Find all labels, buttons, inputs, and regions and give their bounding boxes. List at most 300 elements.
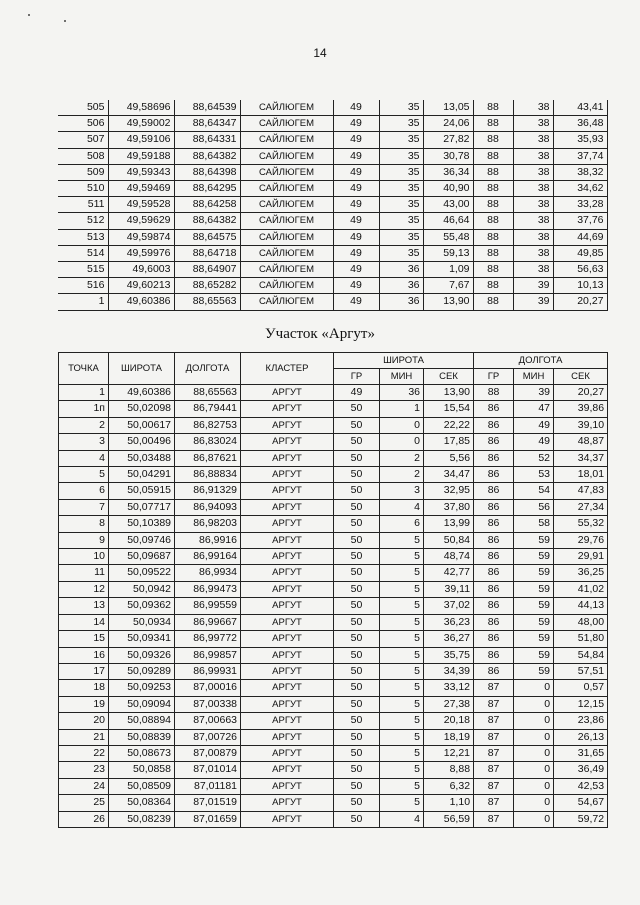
cluster-cell: САЙЛЮГЕМ xyxy=(240,100,333,116)
lon-sec-cell: 47,83 xyxy=(554,483,608,499)
table-row xyxy=(59,663,608,679)
lon-min-cell: 0 xyxy=(514,762,554,778)
latitude-cell: 49,59469 xyxy=(108,181,174,197)
lon-deg-cell: 87 xyxy=(474,745,514,761)
lat-sec-cell: 1,09 xyxy=(423,262,473,278)
lat-sec-cell: 12,21 xyxy=(424,745,474,761)
lat-sec-cell: 32,95 xyxy=(424,483,474,499)
latitude-cell: 49,59343 xyxy=(108,164,174,180)
cluster-cell: АРГУТ xyxy=(241,385,334,401)
lat-min-cell: 5 xyxy=(380,729,424,745)
lat-sec-cell: 42,77 xyxy=(424,565,474,581)
lat-min-cell: 1 xyxy=(380,401,424,417)
lat-deg-cell: 50 xyxy=(334,696,380,712)
table-row xyxy=(59,762,608,778)
lat-deg-cell: 50 xyxy=(334,581,380,597)
header-cluster: КЛАСТЕР xyxy=(241,353,334,385)
lat-sec-cell: 27,38 xyxy=(424,696,474,712)
lat-min-cell: 35 xyxy=(379,229,423,245)
lat-min-cell: 35 xyxy=(379,100,423,116)
lat-deg-cell: 50 xyxy=(334,434,380,450)
lon-min-cell: 58 xyxy=(514,516,554,532)
cluster-cell: АРГУТ xyxy=(241,631,334,647)
table-row xyxy=(58,197,607,213)
table-row xyxy=(59,598,608,614)
lon-deg-cell: 88 xyxy=(473,197,513,213)
scan-speck xyxy=(64,20,66,22)
latitude-cell: 49,59629 xyxy=(108,213,174,229)
lon-deg-cell: 86 xyxy=(474,417,514,433)
lon-sec-cell: 48,87 xyxy=(554,434,608,450)
longitude-cell: 86,88834 xyxy=(175,467,241,483)
point-cell: 510 xyxy=(58,181,108,197)
longitude-cell: 87,00879 xyxy=(175,745,241,761)
lon-min-cell: 0 xyxy=(514,795,554,811)
lon-deg-cell: 88 xyxy=(473,148,513,164)
lon-min-cell: 38 xyxy=(513,181,553,197)
latitude-cell: 49,59528 xyxy=(108,197,174,213)
lat-sec-cell: 13,90 xyxy=(423,294,473,310)
lat-min-cell: 3 xyxy=(380,483,424,499)
cluster-cell: АРГУТ xyxy=(241,499,334,515)
lat-deg-cell: 50 xyxy=(334,811,380,827)
lat-min-cell: 5 xyxy=(380,631,424,647)
lat-deg-cell: 49 xyxy=(333,213,379,229)
lon-min-cell: 38 xyxy=(513,100,553,116)
longitude-cell: 86,79441 xyxy=(175,401,241,417)
lat-deg-cell: 50 xyxy=(334,483,380,499)
cluster-cell: АРГУТ xyxy=(241,581,334,597)
table-row xyxy=(58,148,607,164)
lat-sec-cell: 13,90 xyxy=(424,385,474,401)
point-cell: 13 xyxy=(59,598,109,614)
table-row xyxy=(59,729,608,745)
lon-sec-cell: 12,15 xyxy=(554,696,608,712)
longitude-cell: 88,64258 xyxy=(174,197,240,213)
table-row xyxy=(59,614,608,630)
lon-deg-cell: 86 xyxy=(474,532,514,548)
top-table-body xyxy=(58,100,607,310)
longitude-cell: 87,01014 xyxy=(175,762,241,778)
lon-deg-cell: 86 xyxy=(474,598,514,614)
section-title: Участок «Аргут» xyxy=(265,326,375,342)
longitude-cell: 86,99931 xyxy=(175,663,241,679)
lon-sec-cell: 29,91 xyxy=(554,549,608,565)
lat-deg-cell: 50 xyxy=(334,614,380,630)
cluster-cell: АРГУТ xyxy=(241,598,334,614)
latitude-cell: 49,59976 xyxy=(108,245,174,261)
lon-deg-cell: 87 xyxy=(474,778,514,794)
lon-sec-cell: 42,53 xyxy=(554,778,608,794)
table-row xyxy=(59,417,608,433)
lat-deg-cell: 49 xyxy=(333,197,379,213)
cluster-cell: САЙЛЮГЕМ xyxy=(240,197,333,213)
cluster-cell: АРГУТ xyxy=(241,680,334,696)
lat-min-cell: 2 xyxy=(380,467,424,483)
lat-min-cell: 0 xyxy=(380,417,424,433)
point-cell: 16 xyxy=(59,647,109,663)
lat-sec-cell: 59,13 xyxy=(423,245,473,261)
lon-deg-cell: 86 xyxy=(474,434,514,450)
lat-sec-cell: 15,54 xyxy=(424,401,474,417)
lon-min-cell: 0 xyxy=(514,778,554,794)
lat-deg-cell: 49 xyxy=(333,181,379,197)
longitude-cell: 88,64347 xyxy=(174,116,240,132)
header-row-1 xyxy=(59,353,608,369)
header-lat-min: МИН xyxy=(380,369,424,385)
lon-min-cell: 38 xyxy=(513,262,553,278)
point-cell: 23 xyxy=(59,762,109,778)
longitude-cell: 88,64382 xyxy=(174,213,240,229)
table-row xyxy=(58,164,607,180)
lat-min-cell: 0 xyxy=(380,434,424,450)
lon-min-cell: 59 xyxy=(514,581,554,597)
lat-sec-cell: 5,56 xyxy=(424,450,474,466)
latitude-cell: 50,0858 xyxy=(109,762,175,778)
lon-min-cell: 47 xyxy=(514,401,554,417)
longitude-cell: 86,87621 xyxy=(175,450,241,466)
header-latitude: ШИРОТА xyxy=(109,353,175,385)
lat-sec-cell: 46,64 xyxy=(423,213,473,229)
cluster-cell: САЙЛЮГЕМ xyxy=(240,245,333,261)
cluster-cell: АРГУТ xyxy=(241,663,334,679)
cluster-cell: САЙЛЮГЕМ xyxy=(240,213,333,229)
longitude-cell: 87,00338 xyxy=(175,696,241,712)
cluster-cell: САЙЛЮГЕМ xyxy=(240,278,333,294)
cluster-cell: САЙЛЮГЕМ xyxy=(240,181,333,197)
lon-min-cell: 0 xyxy=(514,729,554,745)
point-cell: 511 xyxy=(58,197,108,213)
latitude-cell: 49,59106 xyxy=(108,132,174,148)
lon-min-cell: 38 xyxy=(513,197,553,213)
latitude-cell: 50,07717 xyxy=(109,499,175,515)
lat-min-cell: 5 xyxy=(380,532,424,548)
cluster-cell: АРГУТ xyxy=(241,434,334,450)
header-longitude: ДОЛГОТА xyxy=(175,353,241,385)
cluster-cell: АРГУТ xyxy=(241,483,334,499)
lat-deg-cell: 50 xyxy=(334,499,380,515)
lat-sec-cell: 7,67 xyxy=(423,278,473,294)
lat-deg-cell: 50 xyxy=(334,762,380,778)
longitude-cell: 87,01519 xyxy=(175,795,241,811)
latitude-cell: 49,59188 xyxy=(108,148,174,164)
cluster-cell: АРГУТ xyxy=(241,417,334,433)
point-cell: 509 xyxy=(58,164,108,180)
point-cell: 19 xyxy=(59,696,109,712)
latitude-cell: 49,6003 xyxy=(108,262,174,278)
lat-min-cell: 35 xyxy=(379,148,423,164)
latitude-cell: 50,09253 xyxy=(109,680,175,696)
table-row xyxy=(59,713,608,729)
lat-deg-cell: 50 xyxy=(334,565,380,581)
point-cell: 514 xyxy=(58,245,108,261)
lon-sec-cell: 36,25 xyxy=(554,565,608,581)
lat-sec-cell: 24,06 xyxy=(423,116,473,132)
lon-min-cell: 59 xyxy=(514,598,554,614)
latitude-cell: 50,0942 xyxy=(109,581,175,597)
point-cell: 26 xyxy=(59,811,109,827)
header-lon-min: МИН xyxy=(514,369,554,385)
lon-deg-cell: 86 xyxy=(474,401,514,417)
longitude-cell: 87,01181 xyxy=(175,778,241,794)
lon-sec-cell: 36,49 xyxy=(554,762,608,778)
lon-sec-cell: 27,34 xyxy=(554,499,608,515)
table-row xyxy=(59,467,608,483)
lat-deg-cell: 49 xyxy=(333,229,379,245)
table-row xyxy=(59,778,608,794)
lat-min-cell: 2 xyxy=(380,450,424,466)
lat-deg-cell: 49 xyxy=(333,278,379,294)
lat-min-cell: 35 xyxy=(379,132,423,148)
lon-min-cell: 38 xyxy=(513,132,553,148)
lon-min-cell: 38 xyxy=(513,116,553,132)
cluster-cell: АРГУТ xyxy=(241,696,334,712)
longitude-cell: 88,65282 xyxy=(174,278,240,294)
lon-sec-cell: 44,13 xyxy=(554,598,608,614)
point-cell: 12 xyxy=(59,581,109,597)
lon-sec-cell: 35,93 xyxy=(553,132,607,148)
top-coordinates-table xyxy=(58,100,608,311)
cluster-cell: САЙЛЮГЕМ xyxy=(240,116,333,132)
lon-sec-cell: 36,48 xyxy=(553,116,607,132)
lon-deg-cell: 86 xyxy=(474,647,514,663)
latitude-cell: 50,04291 xyxy=(109,467,175,483)
table-row xyxy=(59,631,608,647)
lat-deg-cell: 50 xyxy=(334,467,380,483)
latitude-cell: 50,09289 xyxy=(109,663,175,679)
table-row xyxy=(58,213,607,229)
scan-speck xyxy=(28,14,30,16)
lon-sec-cell: 41,02 xyxy=(554,581,608,597)
table-row xyxy=(59,581,608,597)
point-cell: 508 xyxy=(58,148,108,164)
lat-min-cell: 6 xyxy=(380,516,424,532)
lat-sec-cell: 30,78 xyxy=(423,148,473,164)
page-number: 14 xyxy=(313,46,327,60)
table-row xyxy=(59,385,608,401)
cluster-cell: АРГУТ xyxy=(241,532,334,548)
lat-sec-cell: 36,27 xyxy=(424,631,474,647)
table-row xyxy=(59,434,608,450)
table-row xyxy=(58,278,607,294)
lat-min-cell: 35 xyxy=(379,197,423,213)
lat-deg-cell: 50 xyxy=(334,647,380,663)
cluster-cell: САЙЛЮГЕМ xyxy=(240,132,333,148)
latitude-cell: 49,60213 xyxy=(108,278,174,294)
latitude-cell: 50,05915 xyxy=(109,483,175,499)
lon-sec-cell: 23,86 xyxy=(554,713,608,729)
lat-min-cell: 4 xyxy=(380,811,424,827)
lat-min-cell: 4 xyxy=(380,499,424,515)
point-cell: 512 xyxy=(58,213,108,229)
cluster-cell: САЙЛЮГЕМ xyxy=(240,148,333,164)
lon-min-cell: 39 xyxy=(513,278,553,294)
lat-deg-cell: 50 xyxy=(334,713,380,729)
lat-sec-cell: 43,00 xyxy=(423,197,473,213)
table-row xyxy=(59,565,608,581)
lon-min-cell: 59 xyxy=(514,614,554,630)
latitude-cell: 50,0934 xyxy=(109,614,175,630)
point-cell: 3 xyxy=(59,434,109,450)
table-row xyxy=(58,229,607,245)
latitude-cell: 49,59002 xyxy=(108,116,174,132)
table-row xyxy=(59,795,608,811)
lon-deg-cell: 87 xyxy=(474,729,514,745)
table-row xyxy=(59,811,608,827)
lat-min-cell: 5 xyxy=(380,565,424,581)
latitude-cell: 50,09746 xyxy=(109,532,175,548)
lon-deg-cell: 88 xyxy=(473,181,513,197)
longitude-cell: 88,64718 xyxy=(174,245,240,261)
lat-sec-cell: 13,99 xyxy=(424,516,474,532)
lat-sec-cell: 20,18 xyxy=(424,713,474,729)
lon-sec-cell: 57,51 xyxy=(554,663,608,679)
point-cell: 17 xyxy=(59,663,109,679)
lon-deg-cell: 86 xyxy=(474,565,514,581)
lat-sec-cell: 40,90 xyxy=(423,181,473,197)
lat-min-cell: 36 xyxy=(379,262,423,278)
lat-sec-cell: 17,85 xyxy=(424,434,474,450)
longitude-cell: 88,65563 xyxy=(174,294,240,310)
lon-sec-cell: 18,01 xyxy=(554,467,608,483)
lon-min-cell: 38 xyxy=(513,148,553,164)
lat-deg-cell: 50 xyxy=(334,598,380,614)
lon-deg-cell: 87 xyxy=(474,811,514,827)
lon-min-cell: 54 xyxy=(514,483,554,499)
lon-deg-cell: 86 xyxy=(474,516,514,532)
point-cell: 6 xyxy=(59,483,109,499)
point-cell: 2 xyxy=(59,417,109,433)
lon-sec-cell: 10,13 xyxy=(553,278,607,294)
longitude-cell: 86,99772 xyxy=(175,631,241,647)
cluster-cell: АРГУТ xyxy=(241,762,334,778)
lon-sec-cell: 31,65 xyxy=(554,745,608,761)
lat-deg-cell: 49 xyxy=(333,164,379,180)
lon-deg-cell: 86 xyxy=(474,483,514,499)
cluster-cell: АРГУТ xyxy=(241,778,334,794)
lat-deg-cell: 49 xyxy=(333,262,379,278)
longitude-cell: 87,00663 xyxy=(175,713,241,729)
table-row xyxy=(59,549,608,565)
table-row xyxy=(59,516,608,532)
point-cell: 515 xyxy=(58,262,108,278)
lon-sec-cell: 39,86 xyxy=(554,401,608,417)
longitude-cell: 86,99473 xyxy=(175,581,241,597)
point-cell: 513 xyxy=(58,229,108,245)
latitude-cell: 50,09687 xyxy=(109,549,175,565)
point-cell: 5 xyxy=(59,467,109,483)
header-point: ТОЧКА xyxy=(59,353,109,385)
latitude-cell: 49,59874 xyxy=(108,229,174,245)
lat-sec-cell: 37,80 xyxy=(424,499,474,515)
latitude-cell: 50,03488 xyxy=(109,450,175,466)
longitude-cell: 87,00726 xyxy=(175,729,241,745)
point-cell: 1п xyxy=(59,401,109,417)
point-cell: 516 xyxy=(58,278,108,294)
lat-min-cell: 5 xyxy=(380,581,424,597)
lon-sec-cell: 34,62 xyxy=(553,181,607,197)
cluster-cell: АРГУТ xyxy=(241,516,334,532)
longitude-cell: 88,64331 xyxy=(174,132,240,148)
point-cell: 9 xyxy=(59,532,109,548)
lat-sec-cell: 56,59 xyxy=(424,811,474,827)
lon-min-cell: 38 xyxy=(513,229,553,245)
lat-sec-cell: 33,12 xyxy=(424,680,474,696)
lon-min-cell: 0 xyxy=(514,811,554,827)
longitude-cell: 87,01659 xyxy=(175,811,241,827)
lon-deg-cell: 87 xyxy=(474,762,514,778)
point-cell: 20 xyxy=(59,713,109,729)
lat-sec-cell: 34,47 xyxy=(424,467,474,483)
lon-deg-cell: 87 xyxy=(474,795,514,811)
longitude-cell: 86,9934 xyxy=(175,565,241,581)
longitude-cell: 86,94093 xyxy=(175,499,241,515)
lon-min-cell: 0 xyxy=(514,680,554,696)
longitude-cell: 87,00016 xyxy=(175,680,241,696)
latitude-cell: 50,08509 xyxy=(109,778,175,794)
lon-deg-cell: 86 xyxy=(474,581,514,597)
lon-deg-cell: 88 xyxy=(473,294,513,310)
table-row xyxy=(58,116,607,132)
cluster-cell: АРГУТ xyxy=(241,450,334,466)
header-lon-deg: ГР xyxy=(474,369,514,385)
point-cell: 25 xyxy=(59,795,109,811)
longitude-cell: 88,64539 xyxy=(174,100,240,116)
cluster-cell: АРГУТ xyxy=(241,467,334,483)
table-row xyxy=(58,181,607,197)
lon-min-cell: 38 xyxy=(513,213,553,229)
lon-deg-cell: 86 xyxy=(474,450,514,466)
latitude-cell: 50,08673 xyxy=(109,745,175,761)
lat-min-cell: 5 xyxy=(380,549,424,565)
longitude-cell: 88,65563 xyxy=(175,385,241,401)
lon-deg-cell: 88 xyxy=(473,164,513,180)
lat-sec-cell: 18,19 xyxy=(424,729,474,745)
lon-deg-cell: 88 xyxy=(474,385,514,401)
latitude-cell: 50,09094 xyxy=(109,696,175,712)
table-row xyxy=(58,294,607,310)
lat-min-cell: 35 xyxy=(379,116,423,132)
latitude-cell: 49,58696 xyxy=(108,100,174,116)
lon-min-cell: 59 xyxy=(514,565,554,581)
lon-sec-cell: 34,37 xyxy=(554,450,608,466)
lat-deg-cell: 49 xyxy=(333,116,379,132)
lon-deg-cell: 88 xyxy=(473,229,513,245)
longitude-cell: 88,64907 xyxy=(174,262,240,278)
lon-min-cell: 59 xyxy=(514,647,554,663)
lon-min-cell: 53 xyxy=(514,467,554,483)
lat-sec-cell: 50,84 xyxy=(424,532,474,548)
lat-sec-cell: 39,11 xyxy=(424,581,474,597)
lon-min-cell: 38 xyxy=(513,164,553,180)
point-cell: 21 xyxy=(59,729,109,745)
lon-deg-cell: 88 xyxy=(473,245,513,261)
lon-deg-cell: 88 xyxy=(473,262,513,278)
cluster-cell: АРГУТ xyxy=(241,565,334,581)
lon-min-cell: 52 xyxy=(514,450,554,466)
cluster-cell: АРГУТ xyxy=(241,795,334,811)
lat-min-cell: 5 xyxy=(380,745,424,761)
longitude-cell: 86,99559 xyxy=(175,598,241,614)
longitude-cell: 86,83024 xyxy=(175,434,241,450)
latitude-cell: 50,09522 xyxy=(109,565,175,581)
lon-deg-cell: 86 xyxy=(474,663,514,679)
cluster-cell: АРГУТ xyxy=(241,549,334,565)
lon-deg-cell: 87 xyxy=(474,680,514,696)
table-row xyxy=(59,450,608,466)
latitude-cell: 49,60386 xyxy=(108,294,174,310)
lon-deg-cell: 86 xyxy=(474,631,514,647)
